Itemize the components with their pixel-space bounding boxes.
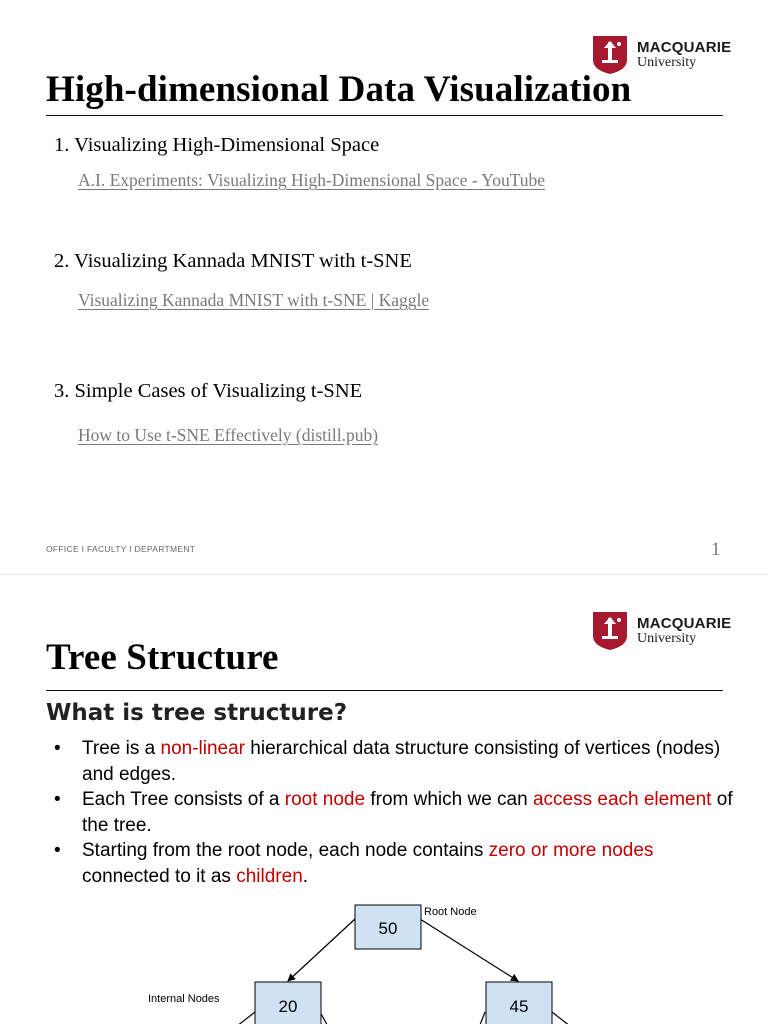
bullet-marker: • bbox=[54, 738, 61, 759]
highlighted-term: access each element bbox=[532, 789, 712, 810]
bullet-item bbox=[52, 787, 742, 838]
macquarie-logo bbox=[593, 612, 731, 650]
internal-nodes-label: Internal Nodes bbox=[148, 993, 220, 1005]
title-divider bbox=[46, 115, 723, 116]
title-divider bbox=[46, 690, 723, 691]
university-shield-icon bbox=[593, 612, 627, 650]
bullet-marker: • bbox=[54, 789, 61, 810]
list-item: 2. Visualizing Kannada MNIST with t-SNE bbox=[54, 250, 412, 272]
tree-edge bbox=[478, 1012, 485, 1024]
bullet-text: from which we can bbox=[365, 789, 533, 810]
logo-wordmark: MACQUARIE bbox=[637, 39, 732, 56]
bullet-text: connected to it as bbox=[82, 865, 237, 887]
list-item: 3. Simple Cases of Visualizing t-SNE bbox=[54, 380, 363, 402]
highlighted-term: non-linear bbox=[160, 738, 245, 759]
bullet-list bbox=[52, 736, 742, 889]
logo-wordmark: MACQUARIE bbox=[637, 615, 732, 632]
tree-node-right-value: 45 bbox=[509, 997, 529, 1016]
bullet-text: of the tree. bbox=[82, 789, 733, 836]
bullet-text: hierarchical data structure consisting of vertices (nodes) and edges. bbox=[82, 738, 721, 785]
bullet-text: Starting from the root node, each node contains bbox=[82, 840, 489, 861]
bullet-item bbox=[52, 736, 742, 787]
slide-footer: OFFICE I FACULTY I DEPARTMENT bbox=[46, 544, 196, 554]
list-item: 1. Visualizing High-Dimensional Space bbox=[54, 134, 380, 156]
tree-edge bbox=[232, 1012, 255, 1024]
slide-title: Tree Structure bbox=[46, 637, 279, 678]
tree-edge bbox=[288, 919, 355, 981]
logo-subtitle: University bbox=[637, 631, 697, 646]
tree-node-left-value: 20 bbox=[278, 997, 298, 1016]
reference-link[interactable]: How to Use t-SNE Effectively (distill.pub) bbox=[78, 425, 379, 445]
slide-separator bbox=[0, 574, 768, 575]
highlighted-term: root node bbox=[284, 789, 366, 810]
tree-edge bbox=[552, 1012, 575, 1024]
tree-edge bbox=[420, 919, 518, 981]
bullet-text: . bbox=[302, 865, 309, 887]
highlighted-term: zero or more nodes bbox=[488, 840, 654, 861]
bullet-text: Each Tree consists of a bbox=[82, 789, 285, 810]
slide-title: High-dimensional Data Visualization bbox=[46, 69, 632, 110]
highlighted-term: children bbox=[236, 865, 303, 887]
bullet-marker: • bbox=[54, 840, 61, 861]
page-number: 1 bbox=[711, 539, 721, 560]
reference-link[interactable]: Visualizing Kannada MNIST with t-SNE | Kaggle bbox=[78, 290, 430, 310]
logo-subtitle: University bbox=[637, 55, 697, 70]
tree-node-root-value: 50 bbox=[378, 919, 398, 938]
root-node-label: Root Node bbox=[424, 906, 477, 918]
bullet-text: Tree is a bbox=[82, 738, 161, 759]
bullet-item bbox=[52, 838, 742, 889]
reference-link[interactable]: A.I. Experiments: Visualizing High-Dimensional Space - YouTube bbox=[78, 170, 546, 190]
tree-diagram bbox=[0, 894, 768, 1024]
section-subtitle: What is tree structure? bbox=[46, 700, 348, 726]
slide-2 bbox=[0, 576, 768, 1024]
